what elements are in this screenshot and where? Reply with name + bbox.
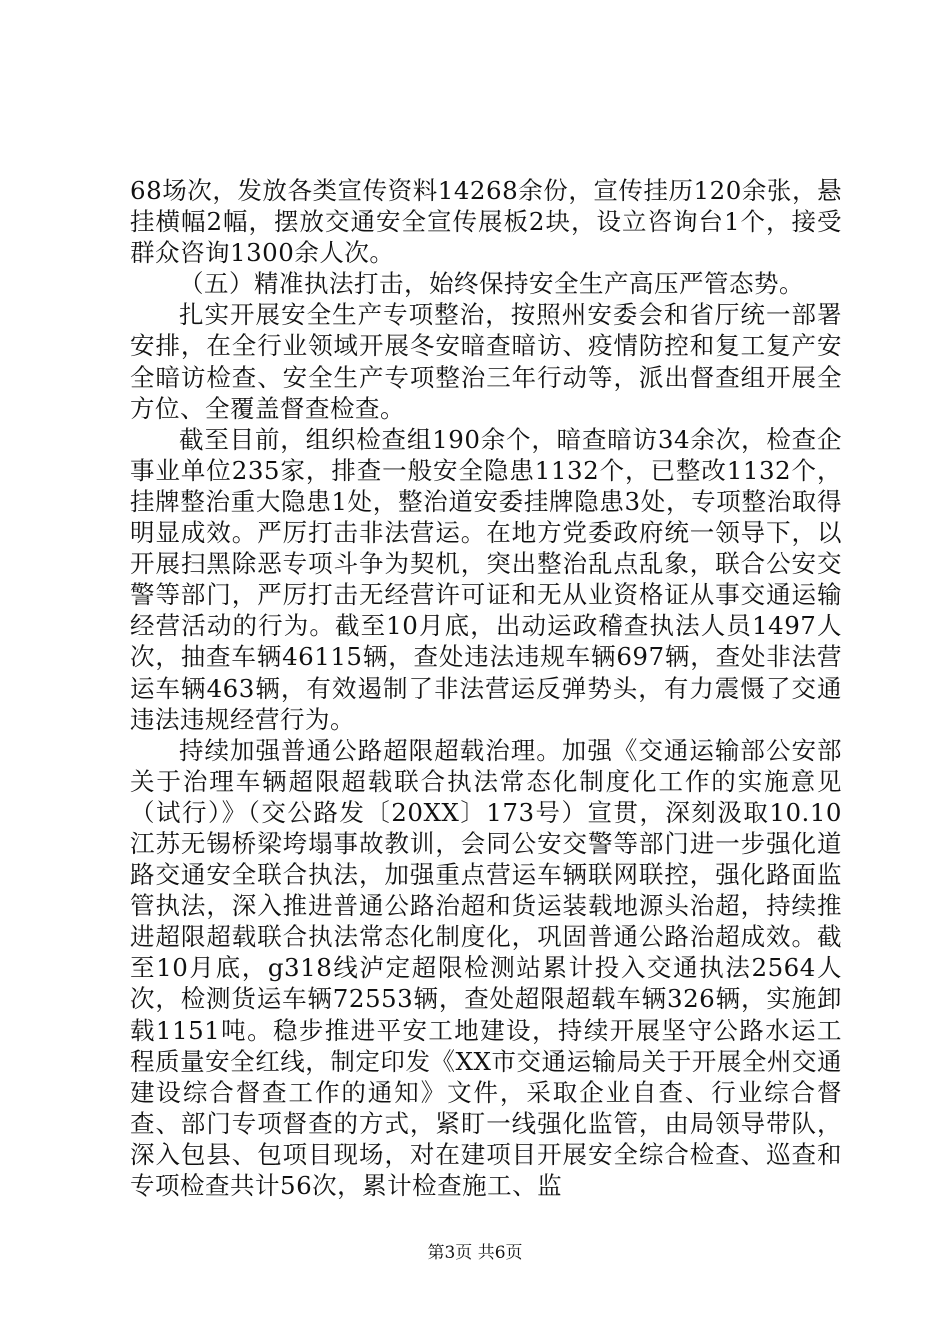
section-heading: （五）精准执法打击，始终保持安全生产高压严管态势。 — [179, 269, 804, 299]
paragraph: 截至目前，组织检查组190余个，暗查暗访34余次，检查企事业单位235家，排查一般安全隐患1132个，已整改1132个，挂牌整治重大隐患1处，整治道安委挂牌隐患3处，专项整治取得明显成效。严厉打击非法营运。在地方党委政府统一领导下，以开展扫黑除恶专项斗争为契机，突出整治乱点乱象，联合公安交警等部门，严厉打击无经营许可证和无从业资格证从事交通运输经营活动的行为。截至10月底，出动运政稽查执法人员1497人次，抽查车辆46115辆，查处违法违规车辆697辆，查处非法营运车辆463辆，有效遏制了非法营运反弹势头，有力震慑了交通违法违规经营行为。 — [130, 424, 842, 734]
page-number-footer: 第3页 共6页 — [427, 1243, 523, 1263]
paragraph: 扎实开展安全生产专项整治，按照州安委会和省厅统一部署安排，在全行业领域开展冬安暗查暗访、疫情防控和复工复产安全暗访检查、安全生产专项整治三年行动等，派出督查组开展全方位、全覆盖督查检查。 — [130, 300, 842, 423]
document-body — [130, 175, 842, 1201]
paragraph-continuation: 68场次，发放各类宣传资料14268余份，宣传挂历120余张，悬挂横幅2幅，摆放交通安全宣传展板2块，设立咨询台1个，接受群众咨询1300余人次。 — [130, 176, 842, 268]
paragraph: 持续加强普通公路超限超载治理。加强《交通运输部公安部关于治理车辆超限超载联合执法常态化制度化工作的实施意见（试行）》（交公路发〔20XX〕173号）宣贯，深刻汲取10.10江苏无锡桥梁垮塌事故教训，会同公安交警等部门进一步强化道路交通安全联合执法，加强重点营运车辆联网联控，强化路面监管执法，深入推进普通公路治超和货运装载地源头治超，持续推进超限超载联合执法常态化制度化，巩固普通公路治超成效。截至10月底，g318线泸定超限检测站累计投入交通执法2564人次，检测货运车辆72553辆，查处超限超载车辆326辆，实施卸载1151吨。稳步推进平安工地建设，持续开展坚守公路水运工程质量安全红线，制定印发《XX市交通运输局关于开展全州交通建设综合督查工作的通知》文件，采取企业自查、行业综合督查、部门专项督查的方式，紧盯一线强化监管，由局领导带队，深入包县、包项目现场，对在建项目开展安全综合检查、巡查和专项检查共计56次，累计检查施工、监 — [130, 735, 842, 1200]
